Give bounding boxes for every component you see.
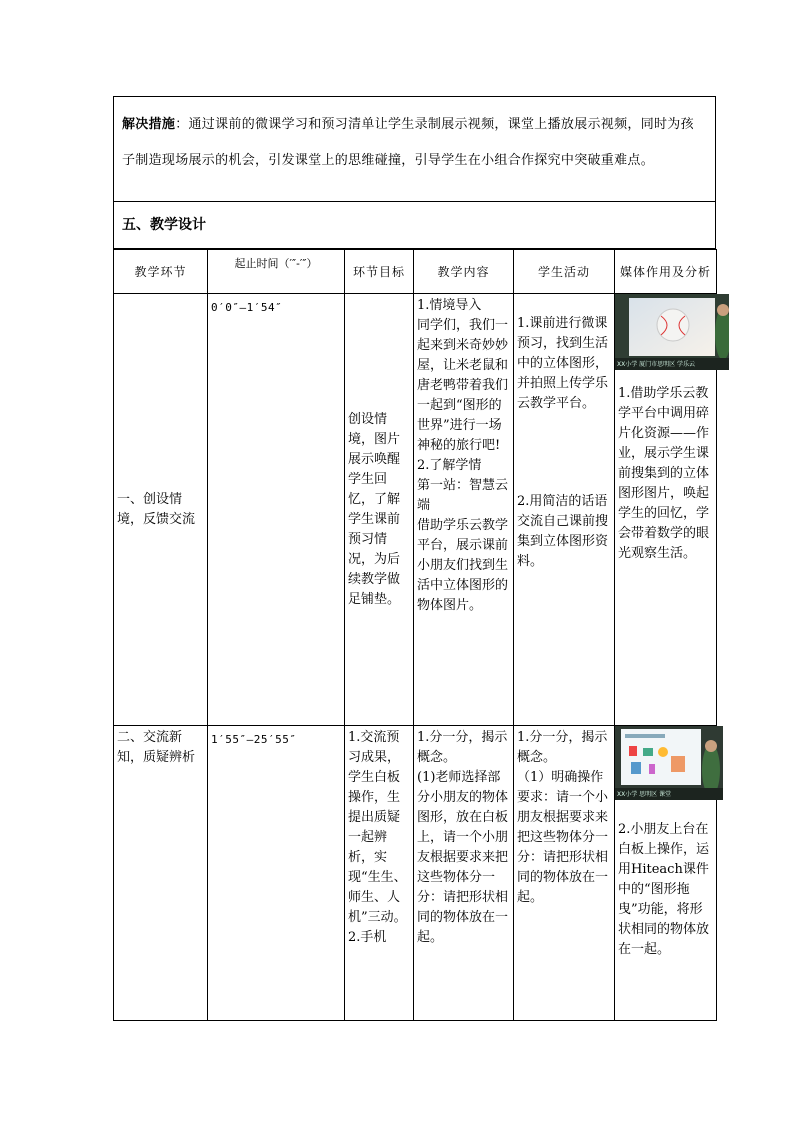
goal-line: 1.交流预习成果，学生白板操作，生提出质疑一起辨析，实现“生生、师生、人机”三动。 — [348, 730, 407, 925]
content-line: 第一站：智慧云端 — [417, 478, 509, 513]
activity-line: （1）明确操作要求：请一个小朋友根据要求来把这些物体分一分：请把形状相同的物体放在一起。 — [517, 770, 609, 905]
content-cell — [414, 726, 514, 1021]
goal-line: 2.手机 — [348, 930, 387, 945]
activity-cell — [514, 726, 615, 1021]
media-analysis: 2.小朋友上台在白板上操作，运用Hiteach课件中的“图形拖曳”功能，将形状相同的物体放在一起。 — [618, 822, 710, 957]
content-cell — [414, 294, 514, 726]
media-analysis: 1.借助学乐云教学平台中调用碎片化资源——作业，展示学生课前搜集到的立体图形图片，唤起学生的回忆，学会带着数学的眼光观察生活。 — [618, 386, 710, 561]
lesson-plan-sheet — [113, 96, 716, 1021]
col-header-activity: 学生活动 — [514, 250, 615, 294]
media-cell — [615, 294, 717, 726]
solution-measures-box — [113, 96, 716, 202]
col-header-stage: 教学环节 — [114, 250, 208, 294]
time-cell: 1′55″—25′55″ — [208, 726, 345, 1021]
design-heading: 五、教学设计 — [113, 202, 716, 249]
col-header-time: 起止时间（′″-′″） — [208, 250, 345, 294]
stage-cell: 二、交流新知，质疑辨析 — [114, 726, 208, 1021]
col-header-content: 教学内容 — [414, 250, 514, 294]
activity-line: 1.课前进行微课预习，找到生活中的立体图形，并拍照上传学乐云教学平台。 — [517, 316, 609, 411]
whiteboard-photo-icon — [615, 726, 723, 800]
activity-cell — [514, 294, 615, 726]
time-cell: 0′0″—1′54″ — [208, 294, 345, 726]
media-cell — [615, 726, 717, 1021]
activity-line: 2.用简洁的话语交流自己课前搜集到立体图形资料。 — [517, 494, 609, 569]
classroom-video-thumbnail — [615, 294, 729, 370]
table-row — [114, 726, 717, 1021]
col-header-goal: 环节目标 — [345, 250, 414, 294]
content-line: 借助学乐云教学平台，展示课前小朋友们找到生活中立体图形的物体图片。 — [417, 518, 509, 613]
activity-line: 1.分一分，揭示概念。 — [517, 730, 608, 765]
content-line: 2.了解学情 — [417, 458, 482, 473]
thumbnail-caption: XX小学 思明区 课堂 — [617, 791, 672, 798]
goal-cell: 创设情境，图片展示唤醒学生回忆，了解学生课前预习情况，为后续教学做足铺垫。 — [345, 294, 414, 726]
table-row — [114, 294, 717, 726]
measures-text: ：通过课前的微课学习和预习清单让学生录制展示视频，课堂上播放展示视频，同时为孩子制造现场展示的机会，引发课堂上的思维碰撞，引导学生在小组合作探究中突破重难点。 — [122, 117, 694, 168]
whiteboard-video-thumbnail — [615, 726, 723, 800]
col-header-media: 媒体作用及分析 — [615, 250, 717, 294]
content-line: (1)老师选择部分小朋友的物体图形，放在白板上，请一个小朋友根据要求来把这些物体分一分：请把形状相同的物体放在一起。 — [417, 770, 509, 945]
table-header-row — [114, 250, 717, 294]
thumbnail-caption: XX小学 厦门市思明区 学乐云 — [617, 361, 696, 368]
content-line: 1.情境导入 — [417, 298, 482, 313]
content-line: 1.分一分，揭示概念。 — [417, 730, 508, 765]
content-line: 同学们，我们一起来到米奇妙妙屋，让米老鼠和唐老鸭带着我们一起到“图形的世界”进行一场神秘的旅行吧! — [417, 318, 509, 453]
classroom-photo-icon — [615, 294, 729, 370]
measures-label: 解决措施 — [122, 117, 176, 132]
goal-cell — [345, 726, 414, 1021]
stage-cell: 一、创设情境，反馈交流 — [114, 294, 208, 726]
teaching-design-table — [113, 249, 717, 1021]
